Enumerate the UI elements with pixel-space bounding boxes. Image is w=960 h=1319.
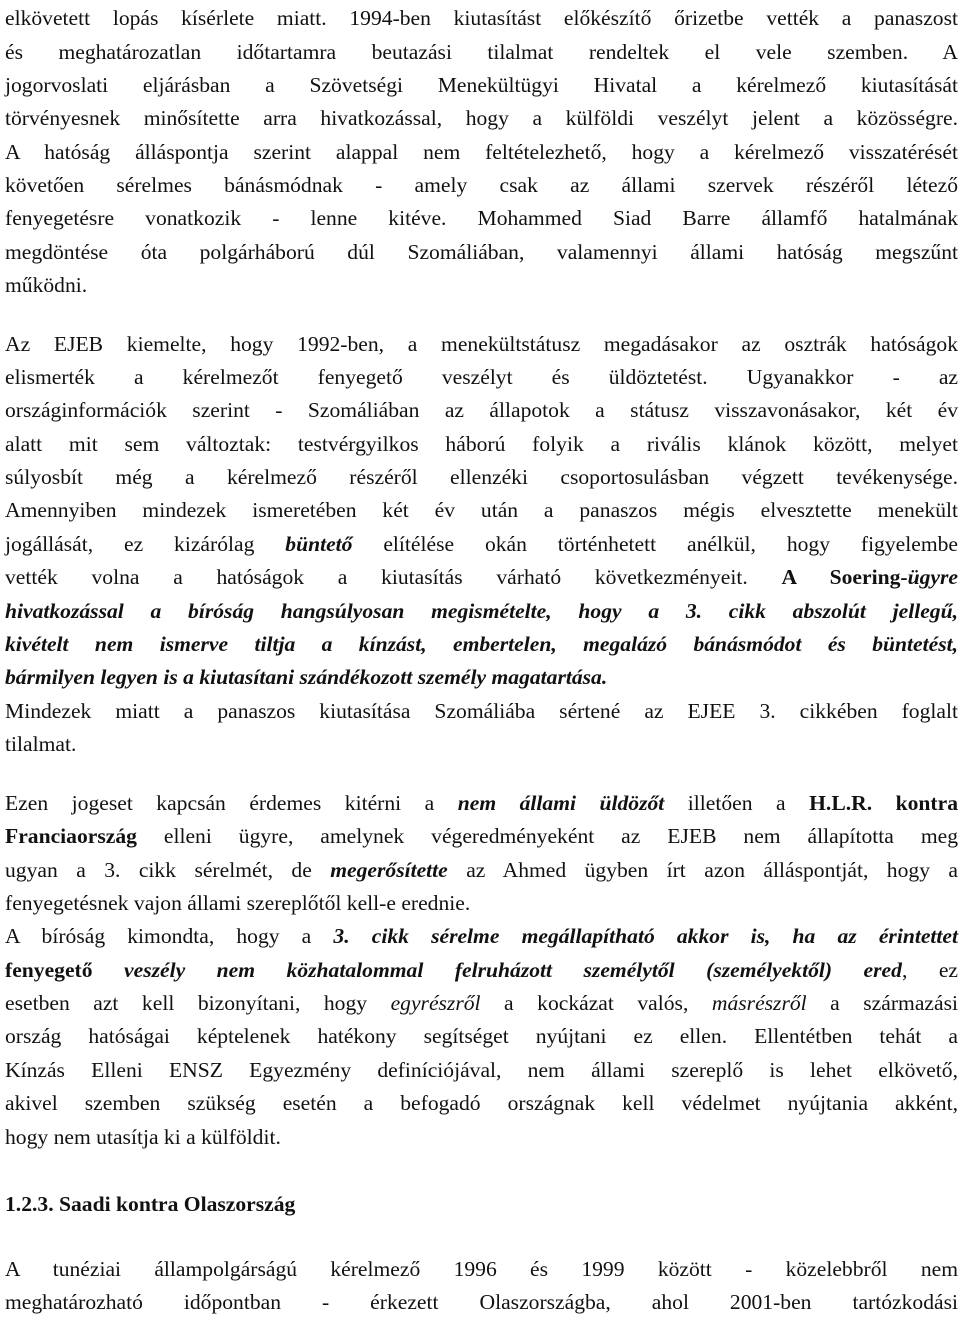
paragraph-4-line-2: meghatározható időpontban - érkezett Olaszországba, ahol 2001-ben tartózkodási	[5, 1290, 958, 1314]
text-segment: illetően a	[664, 791, 810, 815]
text-segment: elleni ügyre, amelynek végeredményeként az EJEB nem állapította meg	[136, 824, 958, 848]
emphasis-text: fenyegető	[5, 958, 93, 982]
paragraph-1-line-6: követően sérelmes bánásmódnak - amely csak az állami szervek részéről létező	[5, 173, 958, 197]
paragraph-1-line-4: törvényesnek minősítette arra hivatkozással, hogy a külföldi veszélyt jelent a közösségre.	[5, 106, 958, 130]
case-name-text: A Soering-	[781, 565, 908, 589]
text-segment: ugyan a 3. cikk sérelmét, de	[5, 858, 331, 882]
text-segment: esetben azt kell bizonyítani, hogy	[5, 991, 391, 1015]
paragraph-2-line-10: kivételt nem ismerve tiltja a kínzást, embertelen, megalázó bánásmódot és büntetést,	[5, 632, 958, 656]
paragraph-3-line-6	[5, 954, 958, 986]
emphasis-text: 3. cikk sérelme megállapítható akkor is, ha az érintettet	[333, 924, 959, 948]
paragraph-2-line-2: elismerték a kérelmezőt fenyegető veszélyt és üldöztetést. Ugyanakkor - az	[5, 365, 958, 389]
paragraph-3-line-2	[5, 820, 958, 852]
paragraph-3-line-5	[5, 920, 958, 952]
paragraph-3-line-7	[5, 987, 958, 1019]
text-segment: vették volna a hatóságok a kiutasítás várható következményeit.	[5, 565, 782, 589]
paragraph-1-line-9: működni.	[5, 273, 88, 297]
section-title: Saadi kontra Olaszország	[59, 1192, 296, 1216]
text-segment: A bíróság kimondta, hogy a	[5, 924, 334, 948]
emphasis-text: veszély nem közhatalommal felruházott személytől (személyektől) ered	[92, 958, 902, 982]
section-number: 1.2.3.	[5, 1192, 54, 1216]
paragraph-1-line-3: jogorvoslati eljárásban a Szövetségi Menekültügyi Hivatal a kérelmező kiutasítását	[5, 73, 958, 97]
paragraph-3-line-8: ország hatóságai képtelenek hatékony segítséget nyújtani ez ellen. Ellentétben tehát a	[5, 1024, 958, 1048]
paragraph-1-line-1: elkövetett lopás kísérlete miatt. 1994-ben kiutasítást előkészítő őrizetbe vették a panaszost	[5, 6, 958, 30]
paragraph-3-line-9: Kínzás Elleni ENSZ Egyezmény definíciójával, nem állami szereplő is lehet elkövető,	[5, 1058, 958, 1082]
paragraph-1-line-8: megdöntése óta polgárháború dúl Szomáliában, valamennyi állami hatóság megszűnt	[5, 240, 958, 264]
text-segment: az Ahmed ügyben írt azon álláspontját, hogy a	[447, 858, 958, 882]
paragraph-2-line-11: bármilyen legyen is a kiutasítani szándékozott személy magatartása.	[5, 665, 608, 689]
paragraph-3-line-3	[5, 854, 958, 886]
paragraph-2-line-4: alatt mit sem változtak: testvérgyilkos háború folyik a rivális klánok között, melyet	[5, 432, 958, 456]
emphasis-text: ügyre	[907, 565, 958, 589]
text-segment: a kockázat valós,	[480, 991, 712, 1015]
paragraph-2-line-13: tilalmat.	[5, 732, 77, 756]
paragraph-1-line-7: fenyegetésre vonatkozik - lenne kitéve. Mohammed Siad Barre államfő hatalmának	[5, 206, 958, 230]
text-segment: elítélése okán történhetett anélkül, hogy figyelembe	[352, 532, 959, 556]
emphasis-text: nem állami üldözőt	[457, 791, 665, 815]
case-name-text: H.L.R. kontra	[809, 791, 958, 815]
paragraph-2-line-9: hivatkozással a bíróság hangsúlyosan megismételte, hogy a 3. cikk abszolút jellegű,	[5, 599, 958, 623]
case-name-text: Franciaország	[5, 824, 137, 848]
paragraph-2-line-6: Amennyiben mindezek ismeretében két év után a panaszos mégis elvesztette menekült	[5, 498, 958, 522]
paragraph-3-line-11: hogy nem utasítja ki a külföldit.	[5, 1125, 281, 1149]
paragraph-3-line-10: akivel szemben szükség esetén a befogadó országnak kell védelmet nyújtania akként,	[5, 1091, 958, 1115]
emphasis-text: egyrészről	[390, 991, 481, 1015]
text-segment: a származási	[806, 991, 958, 1015]
paragraph-2-line-12: Mindezek miatt a panaszos kiutasítása Szomáliába sértené az EJEE 3. cikkében foglalt	[5, 699, 958, 723]
emphasis-text: másrészről	[711, 991, 807, 1015]
paragraph-2-line-7	[5, 528, 958, 560]
paragraph-2-line-3: országinformációk szerint - Szomáliában az állapotok a státusz visszavonásakor, két év	[5, 398, 958, 422]
paragraph-1-line-5: A hatóság álláspontja szerint alappal nem feltételezhető, hogy a kérelmező visszatérését	[5, 140, 958, 164]
paragraph-1-line-2: és meghatározatlan időtartamra beutazási tilalmat rendeltek el vele szemben. A	[5, 40, 958, 64]
paragraph-3-line-4: fenyegetésnek vajon állami szereplőtől kell-e erednie.	[5, 891, 471, 915]
paragraph-3-line-1	[5, 787, 958, 819]
emphasis-text: büntető	[285, 532, 353, 556]
text-segment: , ez	[901, 958, 958, 982]
paragraph-4-line-1: A tunéziai állampolgárságú kérelmező 1996 és 1999 között - közelebbről nem	[5, 1257, 958, 1281]
paragraph-2-line-5: súlyosbít még a kérelmező részéről ellenzéki csoportosulásban végzett tevékenysége.	[5, 465, 958, 489]
text-segment: jogállását, ez kizárólag	[5, 532, 286, 556]
paragraph-2-line-1: Az EJEB kiemelte, hogy 1992-ben, a menekültstátusz megadásakor az osztrák hatóságok	[5, 332, 958, 356]
paragraph-2-line-8	[5, 561, 958, 593]
text-segment: Ezen jogeset kapcsán érdemes kitérni a	[5, 791, 458, 815]
emphasis-text: megerősítette	[330, 858, 448, 882]
section-heading	[5, 1188, 958, 1220]
